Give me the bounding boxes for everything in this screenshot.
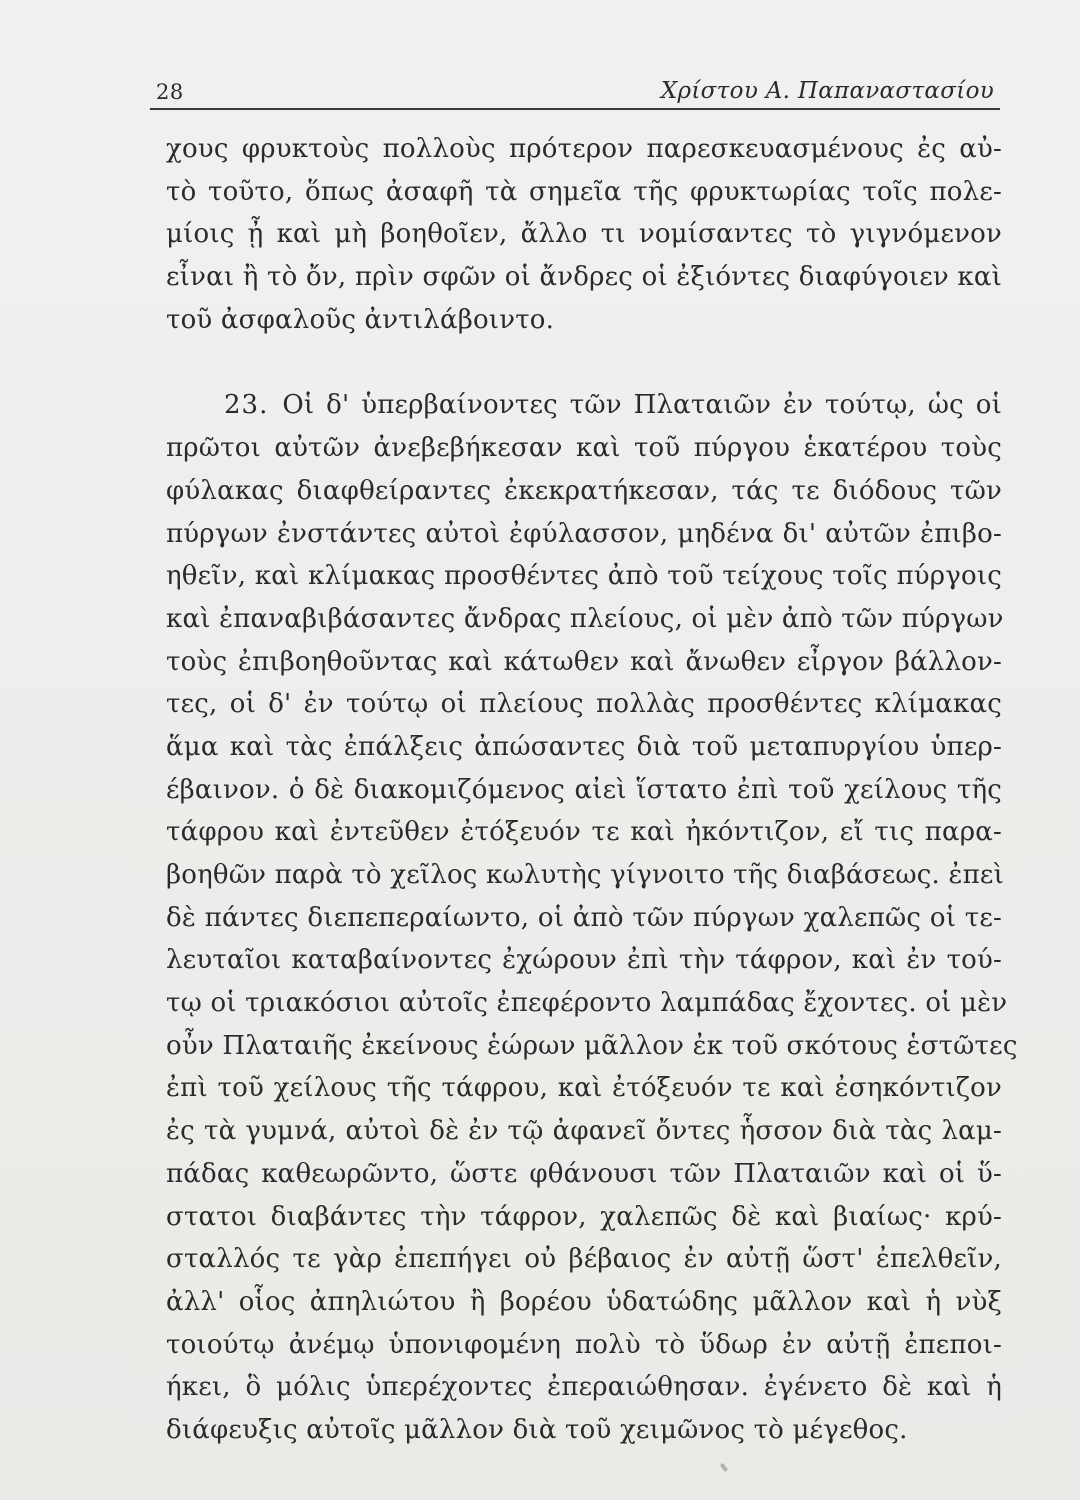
text-line: τοιούτῳ ἀνέμῳ ὑπονιφομένη πολὺ τὸ ὕδωρ ἐν αὐτῇ ἐπεποι- (166, 1329, 1002, 1360)
text-line: πύργων ἐνστάντες αὐτοὶ ἐφύλασσον, μηδένα δι' αὐτῶν ἐπιβο- (166, 518, 1002, 549)
paper-speck (720, 1463, 729, 1473)
text-line: εἶναι ἢ τὸ ὄν, πρὶν σφῶν οἱ ἄνδρες οἱ ἐξιόντες διαφύγοιεν καὶ (166, 262, 1002, 293)
paragraph-2 (166, 384, 1018, 1451)
text-line: φύλακας διαφθείραντες ἐκεκρατήκεσαν, τάς τε διόδους τῶν (166, 475, 1002, 506)
text-line: ηθεῖν, καὶ κλίμακας προσθέντες ἀπὸ τοῦ τείχους τοῖς πύργοις (166, 561, 1002, 592)
running-title: Χρίστου Α. Παπαναστασίου (660, 78, 994, 104)
text-line: τες, οἱ δ' ἐν τούτῳ οἱ πλείους πολλὰς προσθέντες κλίμακας (166, 689, 1002, 720)
text-line: πάδας καθεωρῶντο, ὥστε φθάνουσι τῶν Πλαταιῶν καὶ οἱ ὕ- (166, 1158, 1002, 1189)
body-text (166, 128, 1018, 1452)
text-line (166, 384, 1002, 427)
text-line: ἐς τὰ γυμνά, αὐτοὶ δὲ ἐν τῷ ἀφανεῖ ὄντες ἧσσον διὰ τὰς λαμ- (166, 1116, 1002, 1147)
text-line: χους φρυκτοὺς πολλοὺς πρότερον παρεσκευασμένους ἐς αὐ- (166, 134, 1002, 164)
paragraph-gap (166, 341, 1002, 384)
text-line: έβαινον. ὁ δὲ διακομιζόμενος αἰεὶ ἵστατο ἐπὶ τοῦ χείλους τῆς (166, 774, 1002, 805)
text-line: βοηθῶν παρὰ τὸ χεῖλος κωλυτὴς γίγνοιτο τῆς διαβάσεως. ἐπεὶ (166, 860, 1004, 890)
text-line: ἅμα καὶ τὰς ἐπάλξεις ἀπώσαντες διὰ τοῦ μεταπυργίου ὑπερ- (166, 731, 1002, 762)
text-line: διάφευξις αὐτοῖς μᾶλλον διὰ τοῦ χειμῶνος τὸ μέγεθος. (166, 1414, 908, 1445)
text-line: σταλλός τε γὰρ ἐπεπήγει οὐ βέβαιος ἐν αὐτῇ ὥστ' ἐπελθεῖν, (166, 1244, 1002, 1275)
text-line: οὖν Πλαταιῆς ἐκείνους ἑώρων μᾶλλον ἐκ τοῦ σκότους ἑστῶτες (166, 1030, 1018, 1061)
text-line: καὶ ἐπαναβιβάσαντες ἄνδρας πλείους, οἱ μὲν ἀπὸ τῶν πύργων (166, 603, 1004, 634)
header-rule (150, 108, 1000, 110)
text-line: μίοις ᾖ καὶ μὴ βοηθοῖεν, ἄλλο τι νομίσαντες τὸ γιγνόμενον (166, 219, 1002, 250)
text-line: τοὺς ἐπιβοηθοῦντας καὶ κάτωθεν καὶ ἄνωθεν εἶργον βάλλον- (166, 646, 1002, 677)
text-line: δὲ πάντες διεπεπεραίωντο, οἱ ἀπὸ τῶν πύργων χαλεπῶς οἱ τε- (166, 902, 1002, 933)
text-line: πρῶτοι αὐτῶν ἀνεβεβήκεσαν καὶ τοῦ πύργου ἑκατέρου τοὺς (166, 433, 1002, 464)
text-line: τοῦ ἀσφαλοῦς ἀντιλάβοιντο. (166, 304, 555, 335)
section-number: 23. (224, 390, 269, 421)
text-line: τὸ τοῦτο, ὅπως ἀσαφῆ τὰ σημεῖα τῆς φρυκτωρίας τοῖς πολε- (166, 176, 1002, 207)
text-line: ήκει, ὃ μόλις ὑπερέχοντες ἐπεραιώθησαν. ἐγένετο δὲ καὶ ἡ (166, 1372, 1002, 1403)
text-line: ἐπὶ τοῦ χείλους τῆς τάφρου, καὶ ἐτόξευόν τε καὶ ἐσηκόντιζον (166, 1073, 1002, 1104)
text-line: ἀλλ' οἷος ἀπηλιώτου ἢ βορέου ὑδατώδης μᾶλλον καὶ ἡ νὺξ (166, 1286, 1002, 1317)
text-line: στατοι διαβάντες τὴν τάφρον, χαλεπῶς δὲ καὶ βιαίως· κρύ- (166, 1201, 1002, 1232)
text-line: λευταῖοι καταβαίνοντες ἐχώρουν ἐπὶ τὴν τάφρον, καὶ ἐν τού- (166, 945, 1002, 976)
text-line: τῳ οἱ τριακόσιοι αὐτοῖς ἐπεφέροντο λαμπάδας ἔχοντες. οἱ μὲν (166, 988, 1008, 1019)
running-head (148, 74, 1000, 110)
paragraph-1 (166, 128, 1002, 341)
text-line: τάφρου καὶ ἐντεῦθεν ἐτόξευόν τε καὶ ἠκόντιζον, εἴ τις παρα- (166, 817, 1002, 848)
page-number: 28 (156, 80, 184, 104)
text-line-content: Οἱ δ' ὑπερβαίνοντες τῶν Πλαταιῶν ἐν τούτῳ, ὡς οἱ (282, 390, 1002, 421)
